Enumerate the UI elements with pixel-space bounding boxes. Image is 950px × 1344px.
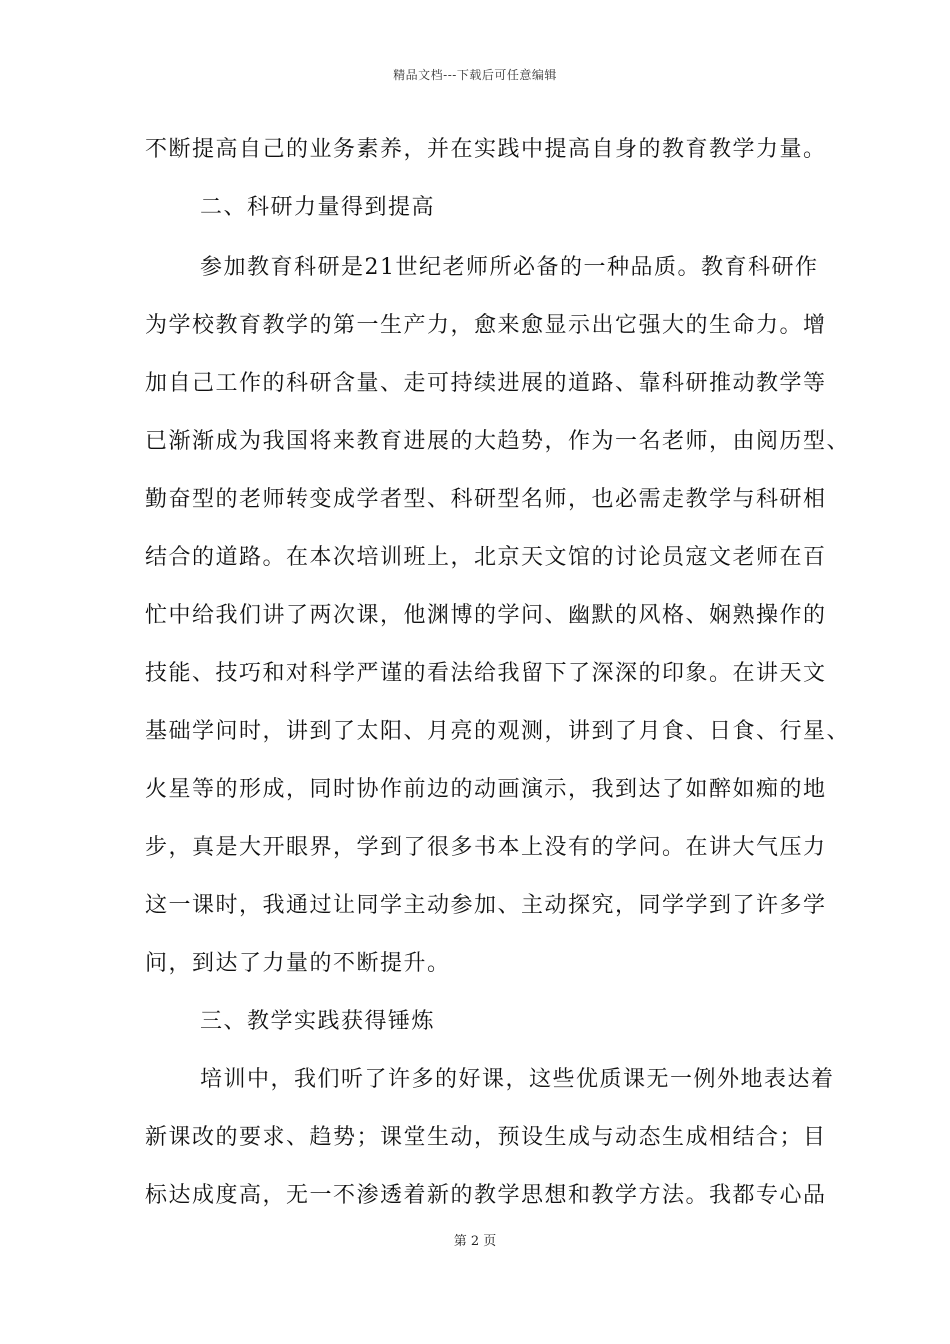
- body-line: 新课改的要求、趋势；课堂生动，预设生成与动态生成相结合；目: [145, 1125, 827, 1150]
- body-line: 为学校教育教学的第一生产力，愈来愈显示出它强大的生命力。增: [145, 313, 827, 338]
- body-line: 技能、技巧和对科学严谨的看法给我留下了深深的印象。在讲天文: [145, 661, 827, 686]
- body-line: 步，真是大开眼界，学到了很多书本上没有的学问。在讲大气压力: [145, 835, 827, 860]
- section-heading: 二、科研力量得到提高: [200, 195, 436, 220]
- body-line: 这一课时，我通过让同学主动参加、主动探究，同学学到了许多学: [145, 893, 827, 918]
- body-line: 火星等的形成，同时协作前边的动画演示，我到达了如醉如痴的地: [145, 777, 827, 802]
- page-header: 精品文档---下载后可任意编辑: [393, 68, 557, 82]
- body-line: 参加教育科研是21世纪老师所必备的一种品质。教育科研作: [200, 255, 819, 280]
- section-heading: 三、教学实践获得锤炼: [200, 1009, 436, 1034]
- body-line: 基础学问时，讲到了太阳、月亮的观测，讲到了月食、日食、行星、: [145, 719, 851, 744]
- body-line: 已渐渐成为我国将来教育进展的大趋势，作为一名老师，由阅历型、: [145, 429, 851, 454]
- body-line: 不断提高自己的业务素养，并在实践中提高自身的教育教学力量。: [145, 137, 827, 162]
- body-line: 结合的道路。在本次培训班上，北京天文馆的讨论员寇文老师在百: [145, 545, 827, 570]
- body-line: 标达成度高，无一不渗透着新的教学思想和教学方法。我都专心品: [145, 1183, 827, 1208]
- body-line: 问，到达了力量的不断提升。: [145, 951, 451, 976]
- body-line: 加自己工作的科研含量、走可持续进展的道路、靠科研推动教学等: [145, 371, 827, 396]
- body-line: 忙中给我们讲了两次课，他渊博的学问、幽默的风格、娴熟操作的: [145, 603, 827, 628]
- body-line: 培训中，我们听了许多的好课，这些优质课无一例外地表达着: [200, 1067, 835, 1092]
- body-line: 勤奋型的老师转变成学者型、科研型名师，也必需走教学与科研相: [145, 487, 827, 512]
- page-number: 第 2 页: [453, 1234, 497, 1249]
